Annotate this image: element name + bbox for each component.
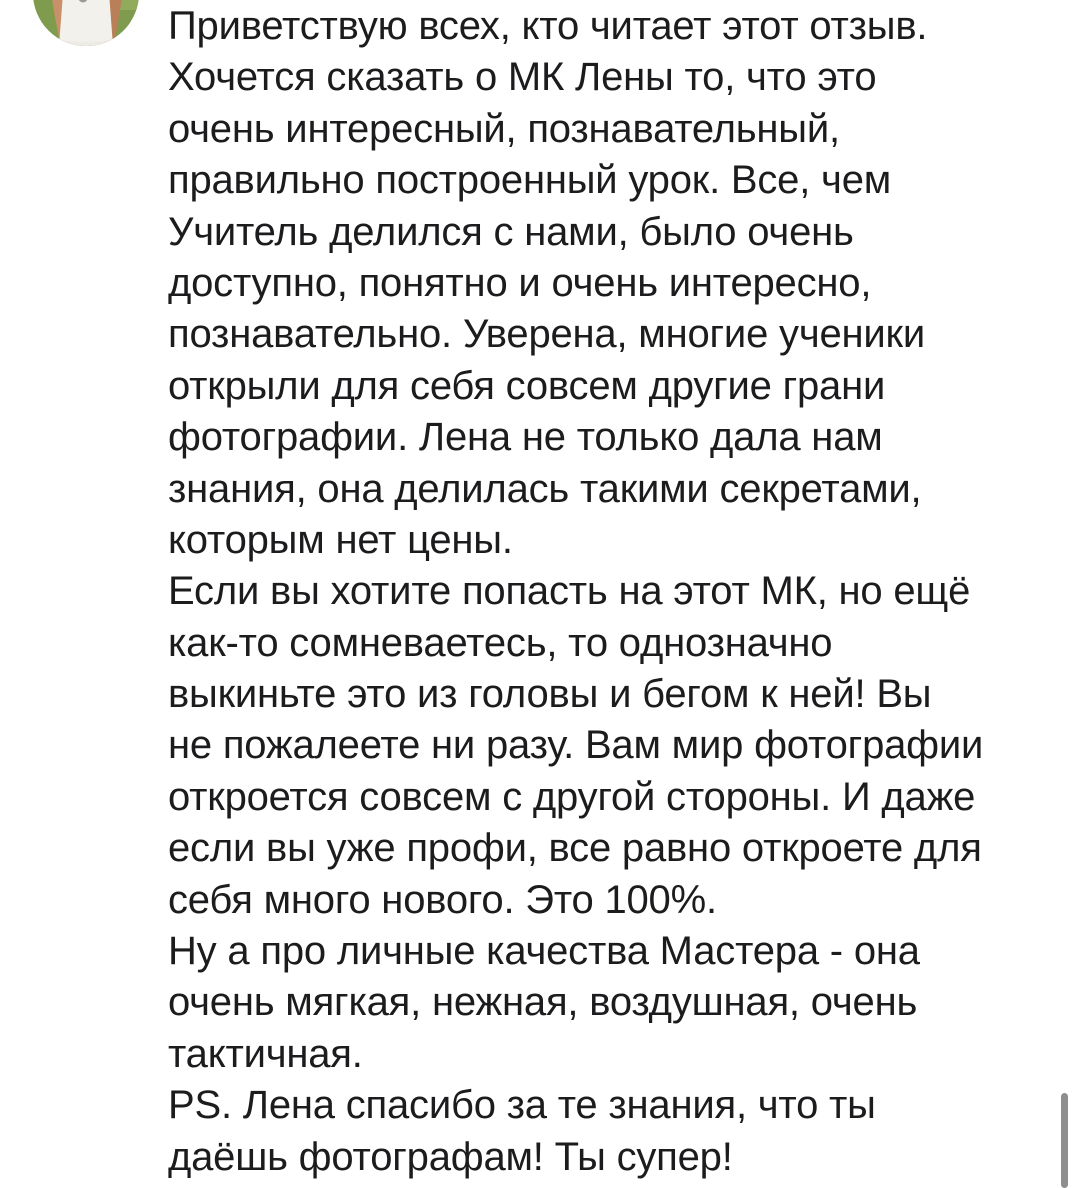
message-line: откроется совсем с другой стороны. И даже <box>168 774 976 819</box>
message-line: Учитель делился с нами, было очень <box>168 209 854 254</box>
message-line: познавательно. Уверена, многие ученики <box>168 312 925 357</box>
message-line: выкиньте это из головы и бегом к ней! Вы <box>168 672 932 717</box>
message-line: тактичная. <box>168 1031 363 1076</box>
message-line: которым нет цены. <box>168 517 513 562</box>
review-message <box>168 1 1068 1183</box>
avatar-photo <box>33 0 139 46</box>
message-line: Приветствую всех, кто читает этот отзыв. <box>168 4 928 48</box>
reviewer-avatar[interactable] <box>33 0 139 46</box>
message-line: если вы уже профи, все равно откроете для <box>168 826 982 871</box>
scrollbar-thumb[interactable] <box>1061 1093 1068 1188</box>
message-line: PS. Лена спасибо за те знания, что ты <box>168 1083 876 1128</box>
message-line: фотографии. Лена не только дала нам <box>168 415 883 460</box>
message-line: Хочется сказать о МК Лены то, что это <box>168 55 877 100</box>
message-line: как-то сомневаетесь, то однозначно <box>168 620 833 665</box>
message-line: знания, она делилась такими секретами, <box>168 466 922 511</box>
message-line: даёшь фотографам! Ты супер! <box>168 1134 733 1179</box>
message-line: не пожалеете ни разу. Вам мир фотографии <box>168 723 984 768</box>
message-line: Если вы хотите попасть на этот МК, но ещё <box>168 569 971 614</box>
message-line: правильно построенный урок. Все, чем <box>168 158 892 203</box>
message-line: себя много нового. Это 100%. <box>168 877 717 922</box>
message-line: очень мягкая, нежная, воздушная, очень <box>168 980 918 1025</box>
message-line: Ну а про личные качества Мастера - она <box>168 929 920 974</box>
message-line: доступно, понятно и очень интересно, <box>168 260 872 305</box>
message-line: открыли для себя совсем другие грани <box>168 363 886 408</box>
message-line: очень интересный, познавательный, <box>168 106 840 151</box>
